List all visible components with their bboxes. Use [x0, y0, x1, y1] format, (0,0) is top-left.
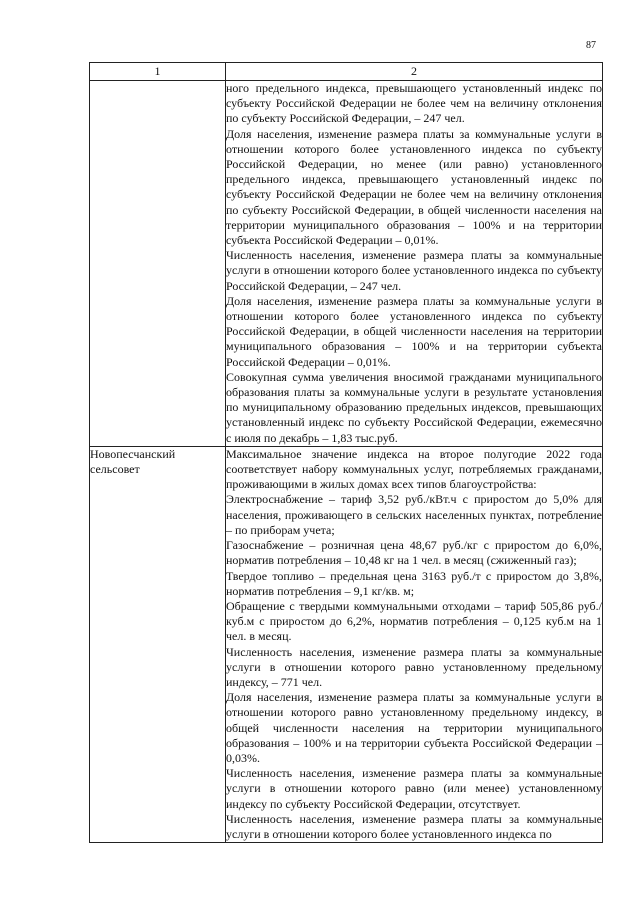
table-header-row	[90, 63, 603, 81]
row-content-cell	[226, 446, 603, 842]
content-paragraph: Численность населения, изменение размера платы за коммунальные услуги в отношении которого более установленного индекса по субъекту Российской Федерации, – 247 чел.	[226, 248, 602, 293]
row-label-line: Новопесчанский	[90, 446, 176, 461]
content-paragraph: Доля населения, изменение размера платы за коммунальные услуги в отношении которого более установленного индекса по субъекту Российской Федерации, в общей численности населения на территории муниципального образования – 100% и на территории субъекта Российской Федерации – 0,01%.	[226, 293, 602, 369]
content-paragraph: Обращение с твердыми коммунальными отходами – тариф 505,86 руб./куб.м с приростом до 6,2%, норматив потребления – 0,125 куб.м на 1 чел. в месяц.	[226, 598, 602, 644]
content-paragraph: Численность населения, изменение размера платы за коммунальные услуги в отношении которого равно (или менее) установленному индексу по субъекту Российской Федерации, отсутствует.	[226, 766, 602, 811]
page-number: 87	[586, 40, 596, 51]
content-paragraph: Электроснабжение – тариф 3,52 руб./кВт.ч с приростом до 5,0% для населения, проживающего в сельских населенных пунктах, потребление – по приборам учета;	[226, 492, 602, 537]
content-paragraph: Твердое топливо – предельная цена 3163 руб./т с приростом до 3,8%, норматив потребления – 9,1 кг/кв. м;	[226, 568, 602, 598]
content-paragraph: ного предельного индекса, превышающего установленный индекс по субъекту Российской Федерации не более чем на величину отклонения по субъекту Российской Федерации, – 247 чел.	[226, 81, 602, 126]
row-content-cell	[226, 81, 603, 447]
row-label-cell	[90, 446, 226, 842]
column-header-2: 2	[226, 63, 603, 81]
table-row	[90, 446, 603, 842]
document-table	[89, 62, 603, 843]
content-paragraph: Газоснабжение – розничная цена 48,67 руб./кг с приростом до 6,0%, норматив потребления – 10,48 кг на 1 чел. в месяц (сжиженный газ);	[226, 538, 602, 568]
table-row	[90, 81, 603, 447]
row-label-line: сельсовет	[90, 462, 140, 477]
content-paragraph: Доля населения, изменение размера платы за коммунальные услуги в отношении которого более установленного индекса по субъекту Российской Федерации, но менее (или равно) установленного предельного индекса, превышающего установленный индекс по субъекту Российской Федерации не более чем на величину отклонения по субъекту Российской Федерации, в общей численности населения на территории муниципального образования – 100% и на территории субъекта Российской Федерации – 0,01%.	[226, 126, 602, 248]
content-paragraph: Совокупная сумма увеличения вносимой гражданами муниципального образования платы за коммунальные услуги в результате установления по муниципальному образованию предельных индексов, превышающих установленный индекс по субъекту Российской Федерации, ежемесячно с июля по декабрь – 1,83 тыс.руб.	[226, 369, 602, 445]
column-header-1: 1	[90, 63, 226, 81]
content-paragraph: Численность населения, изменение размера платы за коммунальные услуги в отношении которого более установленного индекса по	[226, 811, 602, 841]
row-label-cell	[90, 81, 226, 447]
content-paragraph: Численность населения, изменение размера платы за коммунальные услуги в отношении которого равно установленному предельному индексу, – 771 чел.	[226, 644, 602, 689]
content-paragraph: Доля населения, изменение размера платы за коммунальные услуги в отношении которого равно установленному предельному индексу, в общей численности населения на территории муниципального образования – 100% и на территории субъекта Российской Федерации – 0,03%.	[226, 690, 602, 765]
content-paragraph: Максимальное значение индекса на второе полугодие 2022 года соответствует набору коммунальных услуг, потребляемых гражданами, проживающими в жилых домах всех типов благоустройства:	[226, 446, 602, 492]
